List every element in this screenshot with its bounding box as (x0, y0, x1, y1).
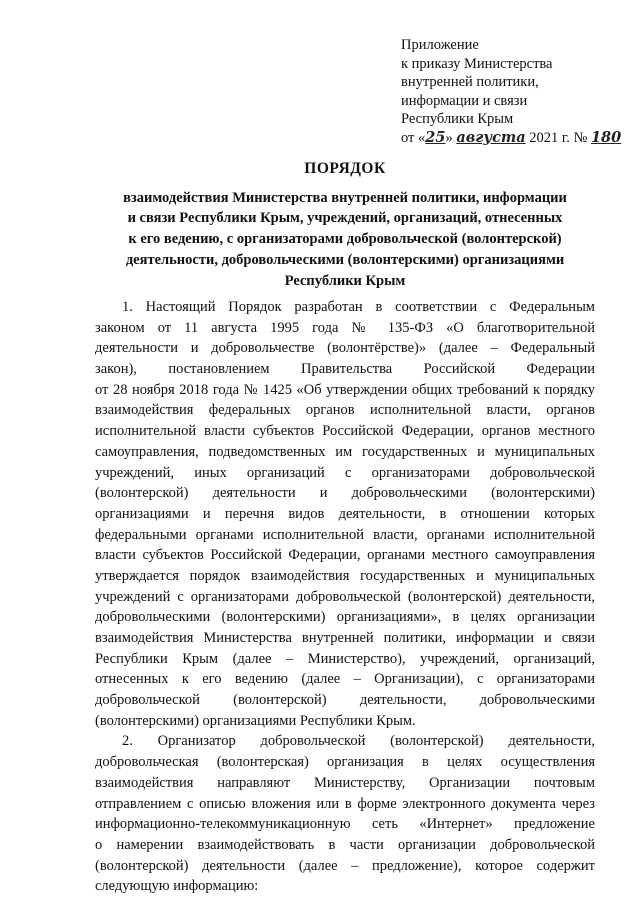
approval-line: к приказу Министерства (401, 55, 553, 72)
document-title-block (95, 159, 595, 291)
text-line: отнесенных к его ведению (далее – Организации), с организаторами (95, 671, 595, 688)
approval-line: Республики Крым (401, 111, 514, 128)
text-line: федеральными органами исполнительной власти, органами исполнительной (95, 526, 595, 543)
text-line: (волонтерскими) организациями Республики Крым. (95, 712, 416, 729)
text-line: деятельности и добровольчестве (волонтёрстве)» (далее – Федеральный (95, 340, 595, 357)
text-line: (волонтерской) деятельности (далее – предложение), которое содержит (95, 857, 595, 874)
text-line: добровольческая (волонтерская) организация в целях осуществления (95, 754, 595, 771)
approval-line: информации и связи (401, 92, 528, 109)
text-line: взаимодействия Министерства внутренней политики, информации и связи (95, 630, 595, 646)
text-line: (волонтерской) деятельности и добровольческими (волонтерскими) (95, 485, 595, 502)
text-line: учреждений с организаторами добровольческой (волонтерской) деятельности, (95, 588, 595, 605)
text-line: добровольческими (волонтерскими) организациями», в целях организации (95, 609, 595, 626)
subtitle-line: деятельности, добровольческими (волонтерскими) организациями (125, 251, 565, 268)
text-line: добровольческой (волонтерской) деятельности, добровольческими (95, 692, 595, 709)
document-body (95, 297, 595, 897)
text-line: исполнительной власти субъектов Российской Федерации, органов местного (95, 423, 595, 440)
text-line: 2. Организатор добровольческой (волонтерской) деятельности, (122, 733, 595, 750)
text-line: взаимодействия федеральных органов исполнительной власти, органов (95, 402, 595, 419)
subtitle-line: взаимодействия Министерства внутренней политики, информации (123, 189, 567, 206)
approval-line: Приложение (401, 37, 479, 53)
date-year: 2021 г. № (525, 129, 591, 146)
date-prefix: от « (401, 129, 426, 146)
approval-line: внутренней политики, (401, 74, 539, 91)
text-line: закон), постановлением Правительства Российской Федерации (95, 361, 595, 378)
handwritten-number: 180 (590, 128, 622, 146)
text-line: Республики Крым (далее – Министерство), учреждений, организаций, (95, 650, 595, 667)
paragraph-2 (95, 731, 595, 897)
subtitle-line: к его ведению, с организаторами добровольческой (волонтерской) (128, 231, 562, 248)
document-title: ПОРЯДОК (304, 160, 386, 177)
date-mid: » (445, 129, 457, 146)
text-line: отправлением с описью вложения или в форме электронного документа через (95, 795, 595, 812)
handwritten-month: августа (456, 128, 526, 146)
text-line: о намерении взаимодействовать в части организации добровольческой (95, 836, 595, 853)
text-line: организациями и перечня видов деятельности, в отношении которых (95, 505, 595, 522)
subtitle-line: и связи Республики Крым, учреждений, организаций, отнесенных (127, 210, 563, 227)
text-line: утверждается порядок взаимодействия государственных и муниципальных (95, 567, 595, 584)
handwritten-day: 25 (425, 128, 446, 146)
paragraph-1 (95, 297, 595, 731)
text-line: самоуправления, подведомственных им государственных и муниципальных (95, 443, 595, 460)
text-line: от 28 ноября 2018 года № 1425 «Об утверждении общих требований к порядку (95, 381, 595, 398)
text-line: 1. Настоящий Порядок разработан в соответствии с Федеральным (122, 299, 595, 315)
text-line: законом от 11 августа 1995 года № 135-ФЗ «О благотворительной (95, 319, 595, 336)
text-line: информационно-телекоммуникационную сеть «Интернет» предложение (95, 816, 595, 833)
text-line: власти субъектов Российской Федерации, органами местного самоуправления (95, 547, 595, 564)
approval-block (401, 36, 622, 148)
text-line: взаимодействия направляют Министерству, Организации почтовым (95, 774, 595, 791)
approval-date-line (401, 130, 621, 146)
subtitle-line: Республики Крым (284, 272, 406, 289)
text-line: следующую информацию: (95, 878, 259, 895)
text-line: учреждений, иных организаций с организаторами добровольческой (95, 464, 595, 481)
